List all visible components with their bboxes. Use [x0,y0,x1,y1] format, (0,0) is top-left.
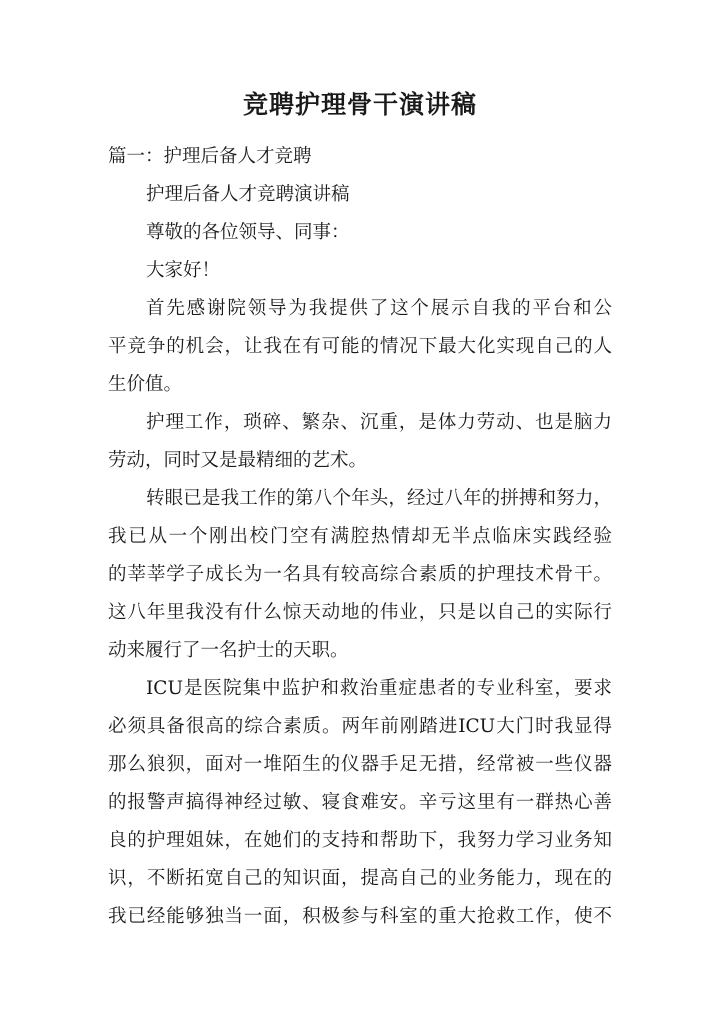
paragraph-line: 这八年里我没有什么惊天动地的伟业，只是以自己的实际行 [108,602,612,623]
paragraph-line: 的报警声搞得神经过敏、寝食难安。辛亏这里有一群热心善 [108,792,612,813]
paragraph-line: 转眼已是我工作的第八个年头，经过八年的拼搏和努力， [146,488,612,509]
paragraph-line: 劳动，同时又是最精细的艺术。 [108,450,368,471]
paragraph-line: 护理工作，琐碎、繁杂、沉重，是体力劳动、也是脑力 [146,412,612,433]
document-body [108,138,612,936]
speech-title: 护理后备人才竞聘演讲稿 [146,184,350,205]
paragraph-line: 我已从一个刚出校门空有满腔热情却无半点临床实践经验 [108,526,612,547]
greeting: 大家好！ [146,260,221,281]
paragraph-line: 生价值。 [108,374,183,395]
paragraph-line: 那么狼狈，面对一堆陌生的仪器手足无措，经常被一些仪器 [108,754,612,775]
paragraph-line: 动来履行了一名护士的天职。 [108,640,349,661]
paragraph-line: 识，不断拓宽自己的知识面，提高自己的业务能力，现在的 [108,868,612,889]
paragraph-line: 良的护理姐妹，在她们的支持和帮助下，我努力学习业务知 [108,830,612,851]
salutation: 尊敬的各位领导、同事： [146,222,350,243]
paragraph-line: 我已经能够独当一面，积极参与科室的重大抢救工作，使不 [108,906,612,927]
paragraph-line: 平竞争的机会，让我在有可能的情况下最大化实现自己的人 [108,336,612,357]
document-title: 竞聘护理骨干演讲稿 [242,90,477,119]
section-heading: 篇一：护理后备人才竞聘 [108,146,312,167]
paragraph-line: 首先感谢院领导为我提供了这个展示自我的平台和公 [146,298,612,319]
paragraph-line: 的莘莘学子成长为一名具有较高综合素质的护理技术骨干。 [108,564,612,585]
paragraph-line: ICU是医院集中监护和救治重症患者的专业科室，要求 [146,678,612,699]
paragraph-line: 必须具备很高的综合素质。两年前刚踏进ICU大门时我显得 [108,716,612,737]
